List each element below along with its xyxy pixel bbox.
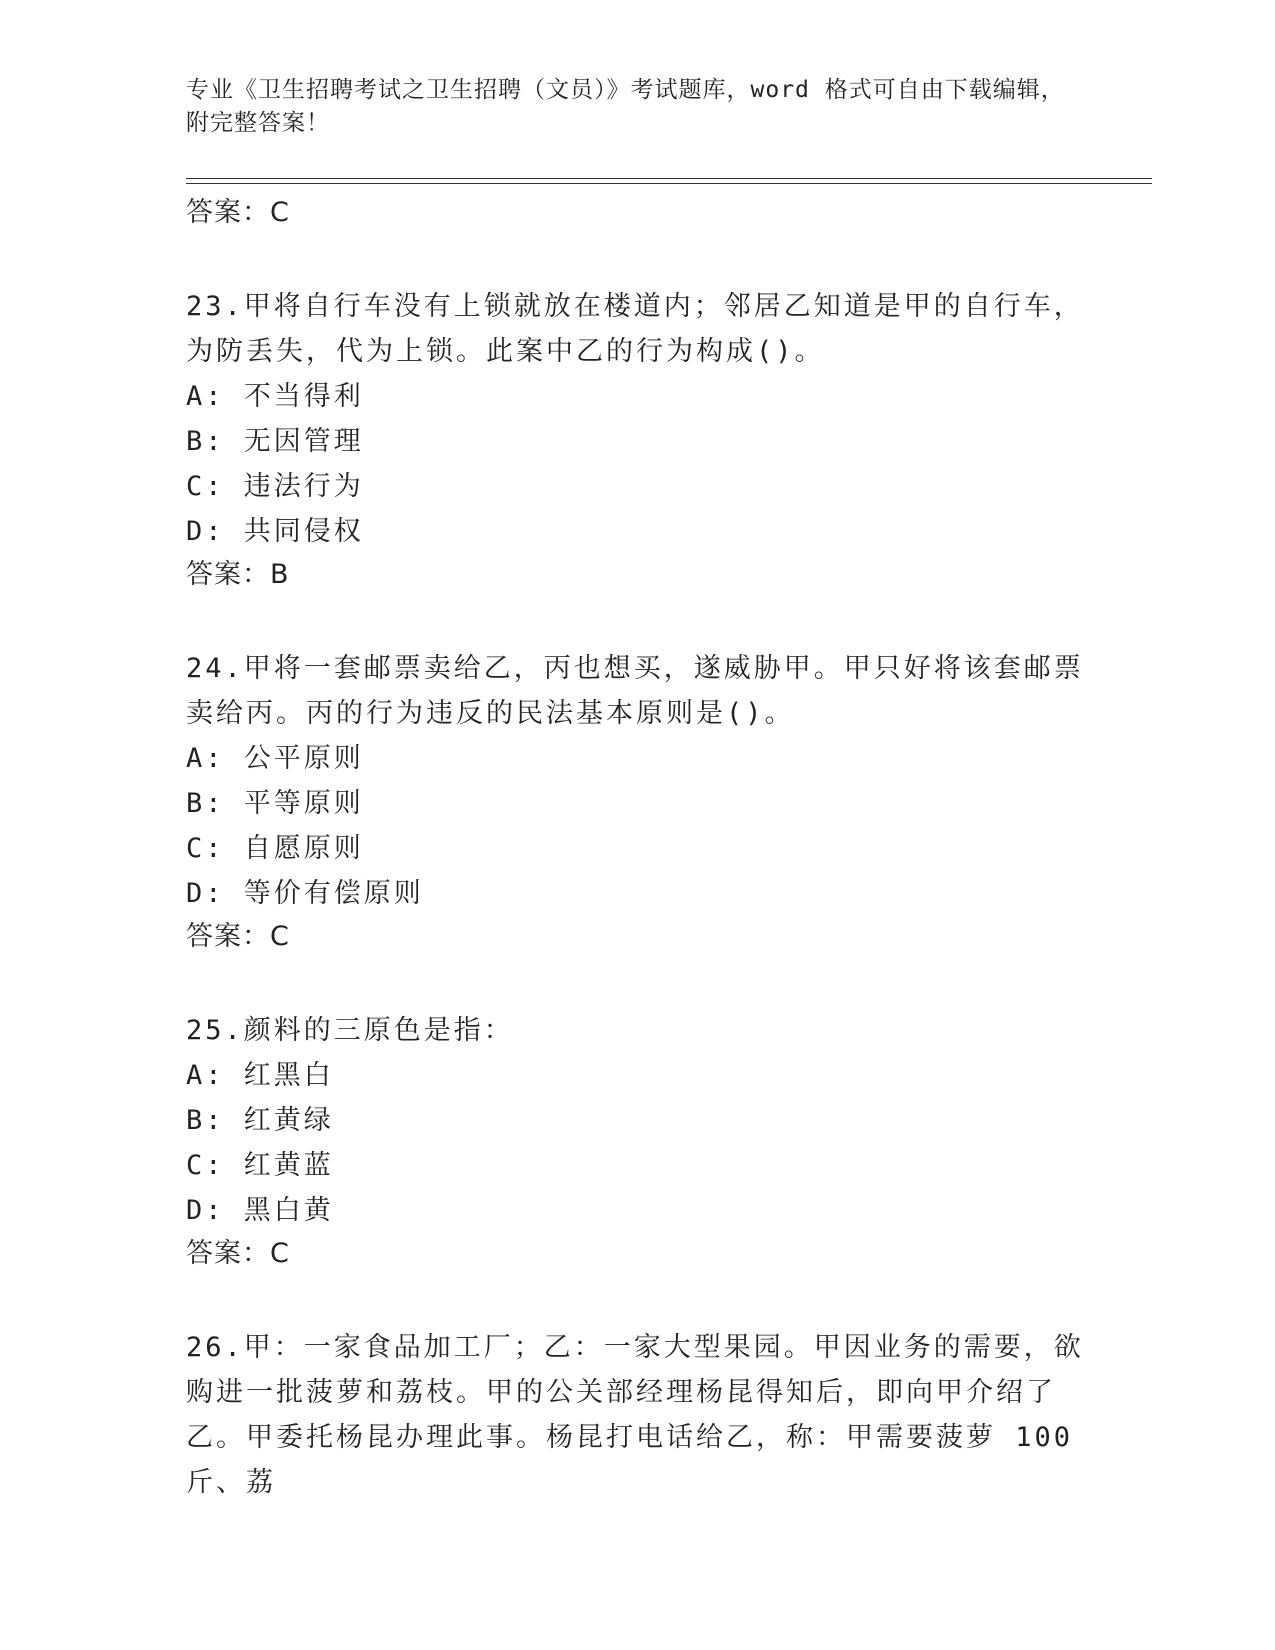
- option-b: B: 平等原则: [186, 788, 364, 819]
- header-rule-bottom: [186, 183, 1152, 184]
- answer-line: 答案：C: [186, 921, 290, 952]
- answer-line: 答案：B: [186, 559, 290, 590]
- option-a: A: 红黑白: [186, 1060, 334, 1091]
- question-text: 25.颜料的三原色是指：: [186, 1015, 514, 1046]
- option-b: B: 红黄绿: [186, 1105, 334, 1136]
- option-c: C: 红黄蓝: [186, 1150, 334, 1181]
- option-c: C: 自愿原则: [186, 833, 364, 864]
- page-header-text: 专业《卫生招聘考试之卫生招聘（文员）》考试题库，word 格式可自由下载编辑，附完整答案！: [186, 77, 1065, 136]
- answer-line: 答案：C: [186, 197, 290, 228]
- question-text: 23.甲将自行车没有上锁就放在楼道内；邻居乙知道是甲的自行车，为防丢失，代为上锁。此案中乙的行为构成()。: [186, 291, 1084, 367]
- question-text: 24.甲将一套邮票卖给乙，丙也想买，遂威胁甲。甲只好将该套邮票卖给丙。丙的行为违反的民法基本原则是()。: [186, 653, 1084, 729]
- option-d: D: 共同侵权: [186, 516, 364, 547]
- question-list: [186, 192, 1093, 1505]
- option-c: C: 违法行为: [186, 471, 364, 502]
- option-a: A: 公平原则: [186, 743, 364, 774]
- question-text: 26.甲：一家食品加工厂；乙：一家大型果园。甲因业务的需要，欲购进一批菠萝和荔枝。甲的公关部经理杨昆得知后，即向甲介绍了乙。甲委托杨昆办理此事。杨昆打电话给乙，称：甲需要菠萝 100 斤、荔: [186, 1332, 1093, 1498]
- question-block: [186, 284, 1086, 596]
- option-a: A: 不当得利: [186, 381, 364, 412]
- question-block: [186, 1325, 1093, 1505]
- question-block: [186, 646, 1086, 958]
- answer-line: 答案：C: [186, 1238, 290, 1269]
- question-block: [186, 1008, 1086, 1275]
- option-b: B: 无因管理: [186, 426, 364, 457]
- header-rule-top: [186, 178, 1152, 179]
- option-d: D: 等价有偿原则: [186, 878, 424, 909]
- option-d: D: 黑白黄: [186, 1195, 334, 1226]
